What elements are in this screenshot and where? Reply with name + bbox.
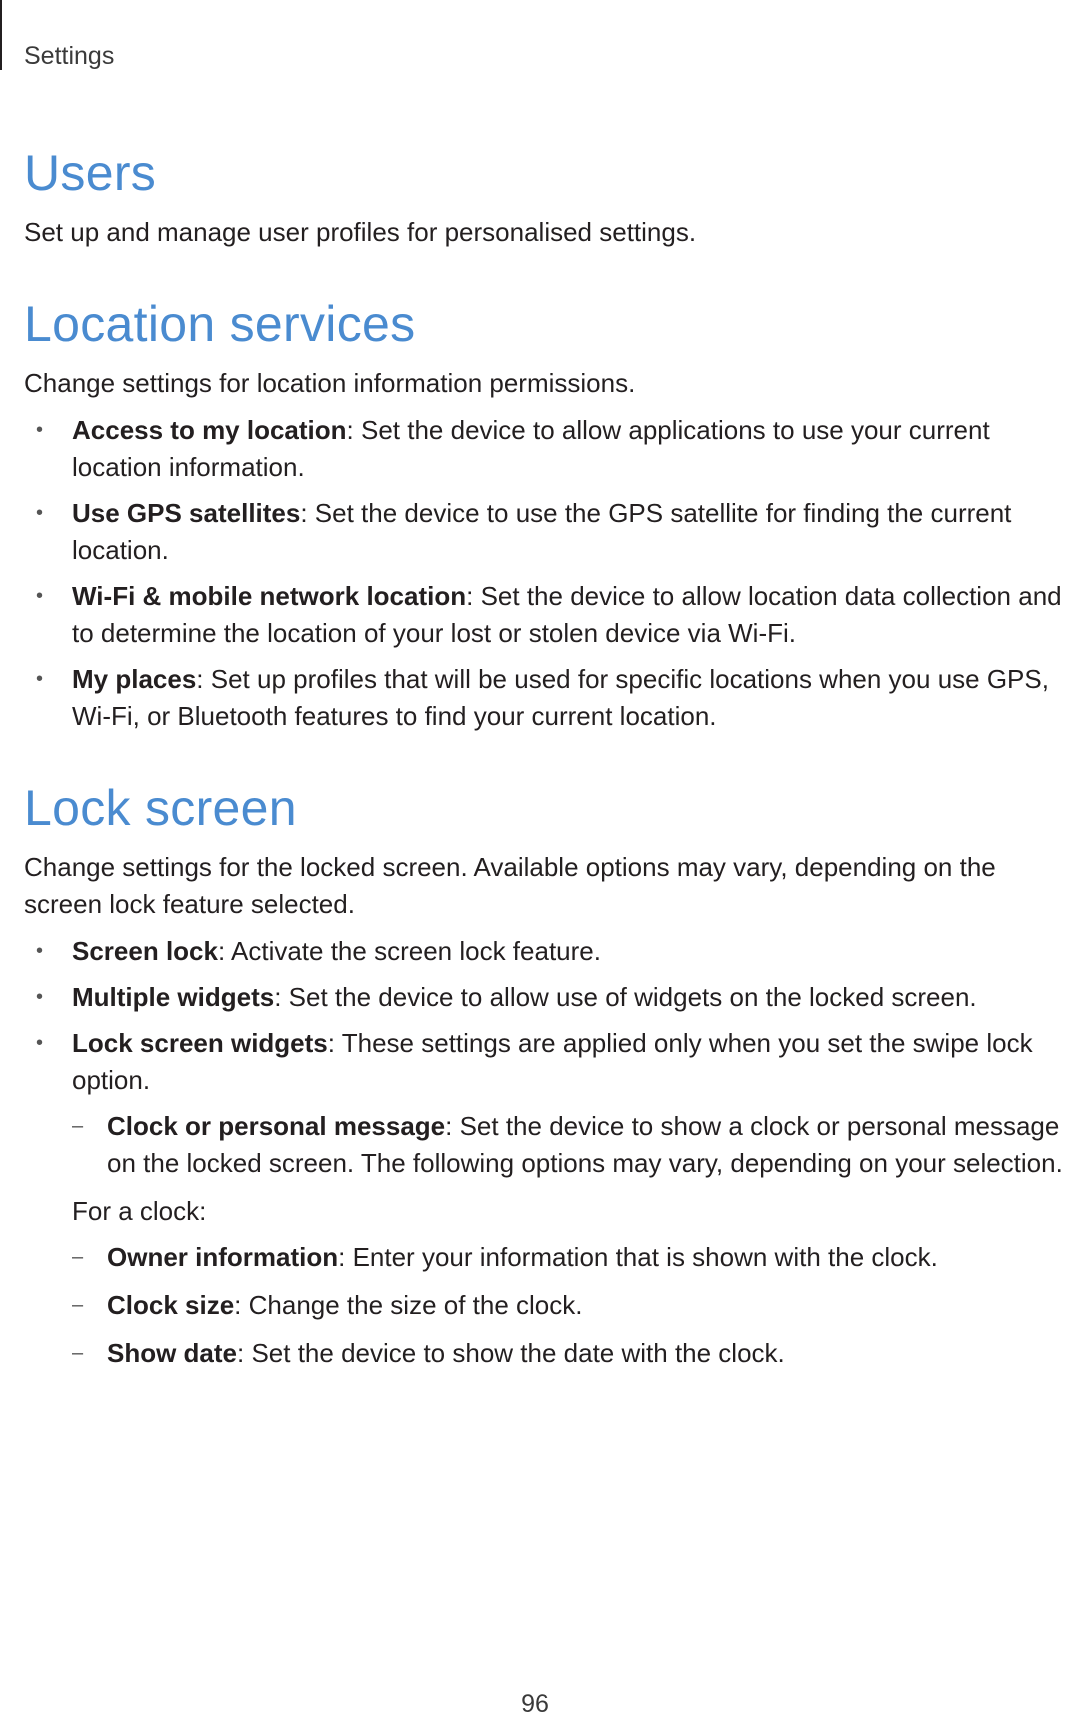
section-title: Users: [24, 145, 157, 201]
item-text: : Set up profiles that will be used for specific locations when you use GPS, Wi-Fi, or Bluetooth features to find your current location.: [72, 664, 1049, 731]
sub-list-item: [72, 1108, 1064, 1182]
sub-list-item: [72, 1335, 1064, 1372]
item-term: Clock or personal message: [107, 1111, 446, 1141]
section-title: Lock screen: [24, 780, 297, 836]
bullet-icon: •: [36, 585, 44, 607]
section-intro: Change settings for the locked screen. Available options may vary, depending on the screen lock feature selected.: [24, 852, 996, 919]
bullet-icon: •: [36, 986, 44, 1008]
sub-list-item: [72, 1239, 1064, 1276]
margin-rule: [0, 0, 2, 70]
item-term: Clock size: [107, 1290, 235, 1320]
item-text: : Change the size of the clock.: [234, 1290, 583, 1320]
bullet-icon: •: [36, 940, 44, 962]
dash-list: [72, 1239, 1064, 1372]
list-item: [24, 1025, 1064, 1372]
item-term: Multiple widgets: [72, 982, 275, 1012]
item-text: : Activate the screen lock feature.: [217, 936, 601, 966]
section-users: [24, 146, 1064, 251]
section-location-services: [24, 297, 1064, 735]
list-item: [24, 578, 1064, 652]
item-term: Lock screen widgets: [72, 1028, 328, 1058]
item-text: : These settings are applied only when you set the swipe lock option.: [72, 1028, 1033, 1095]
item-text: : Set the device to show a clock or personal message on the locked screen. The following options may vary, depending on your selection.: [107, 1111, 1063, 1178]
section-intro: Change settings for location information permissions.: [24, 368, 636, 398]
for-clock-label: For a clock:: [72, 1196, 207, 1226]
section-lock-screen: [24, 781, 1064, 1372]
section-intro: Set up and manage user profiles for personalised settings.: [24, 217, 697, 247]
running-head: Settings: [24, 42, 115, 70]
item-text: : Set the device to allow use of widgets on the locked screen.: [274, 982, 977, 1012]
item-term: Use GPS satellites: [72, 498, 301, 528]
dash-list: [72, 1108, 1064, 1182]
item-term: Wi-Fi & mobile network location: [72, 581, 467, 611]
bullet-list: [24, 933, 1064, 1372]
sub-list-item: [72, 1287, 1064, 1324]
bullet-icon: •: [36, 1032, 44, 1054]
item-text: : Set the device to show the date with the clock.: [237, 1338, 785, 1368]
bullet-icon: •: [36, 668, 44, 690]
bullet-icon: •: [36, 419, 44, 441]
section-title: Location services: [24, 296, 416, 352]
list-item: [24, 495, 1064, 569]
item-text: : Enter your information that is shown with the clock.: [338, 1242, 938, 1272]
bullet-icon: •: [36, 502, 44, 524]
item-text: : Set the device to allow location data collection and to determine the location of your lost or stolen device via Wi-Fi.: [72, 581, 1062, 648]
dash-icon: –: [72, 1294, 84, 1316]
page-content: [24, 146, 1064, 1383]
item-term: Show date: [107, 1338, 238, 1368]
dash-icon: –: [72, 1342, 84, 1364]
item-text: : Set the device to use the GPS satellite for finding the current location.: [72, 498, 1012, 565]
item-text: : Set the device to allow applications to use your current location information.: [72, 415, 990, 482]
list-item: [24, 979, 1064, 1016]
item-term: My places: [72, 664, 197, 694]
list-item: [24, 412, 1064, 486]
item-term: Access to my location: [72, 415, 347, 445]
dash-icon: –: [72, 1246, 84, 1268]
page-number: 96: [521, 1690, 549, 1718]
item-term: Screen lock: [72, 936, 218, 966]
item-term: Owner information: [107, 1242, 339, 1272]
list-item: [24, 933, 1064, 970]
list-item: [24, 661, 1064, 735]
bullet-list: [24, 412, 1064, 735]
dash-icon: –: [72, 1115, 84, 1137]
